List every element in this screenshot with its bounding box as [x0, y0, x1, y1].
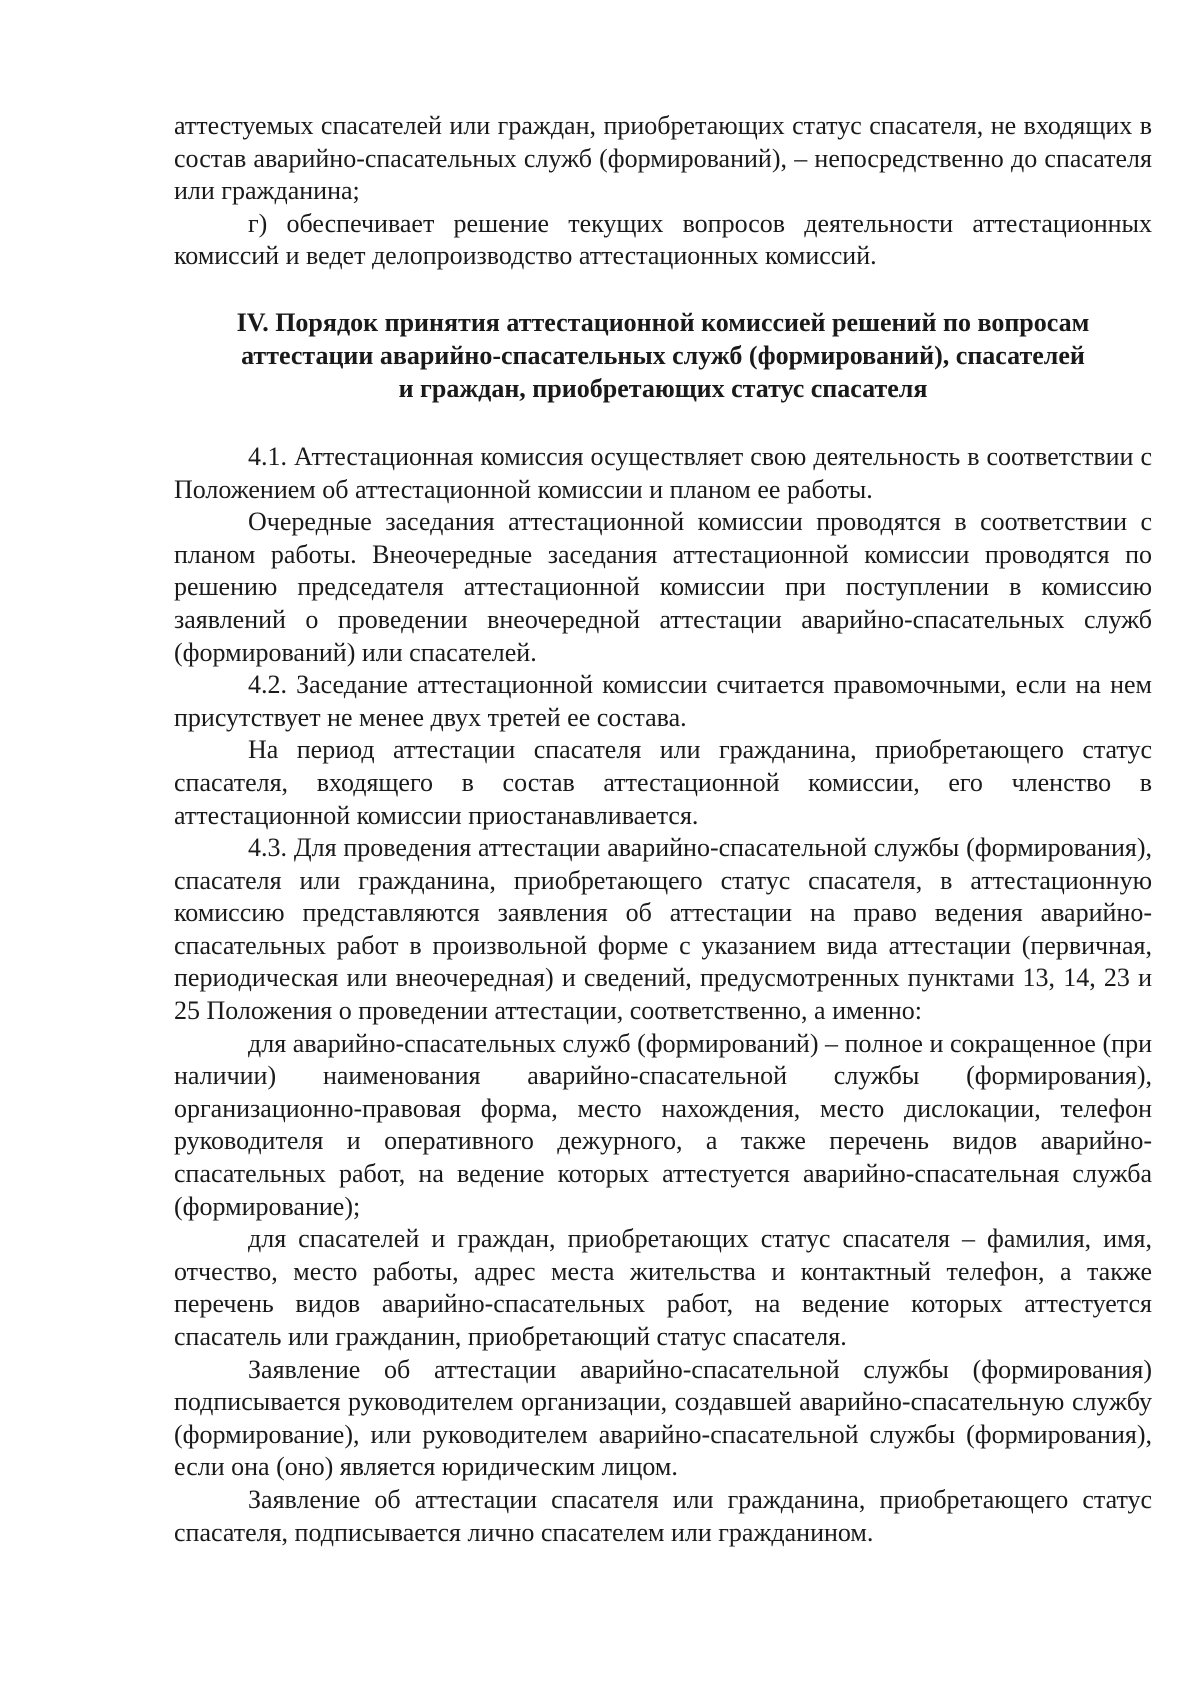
paragraph-4-1: 4.1. Аттестационная комиссия осуществляет свою деятельность в соответствии с Положением об аттестационной комиссии и планом ее работы. [174, 441, 1152, 504]
paragraph-rescuers-details: для спасателей и граждан, приобретающих статус спасателя – фамилия, имя, отчество, место работы, адрес места жительства и контактный телефон, а также перечень видов аварийно-спасательных работ, на ведение которых аттестуется спасатель или гражданин, приобретающий статус спасателя. [174, 1224, 1152, 1351]
paragraph-service-application-signature: Заявление об аттестации аварийно-спасательной службы (формирования) подписывается руководителем организации, создавшей аварийно-спасательную службу (формирование), или руководителем аварийно-спасательной службы (формирования), если она (оно) является юридическим лицом. [174, 1354, 1152, 1482]
paragraph-services-details: для аварийно-спасательных служб (формирований) – полное и сокращенное (при наличии) наименования аварийно-спасательной службы (формирования), организационно-правовая форма, место нахождения, место дислокации, телефон руководителя и оперативного дежурного, а также перечень видов аварийно-спасательных работ, на ведение которых аттестуется аварийно-спасательная служба (формирование); [174, 1028, 1152, 1221]
paragraph-4-2: 4.2. Заседание аттестационной комиссии считается правомочными, если на нем присутствует не менее двух третей ее состава. [174, 670, 1152, 732]
paragraph-membership-suspension: На период аттестации спасателя или гражданина, приобретающего статус спасателя, входящего в состав аттестационной комиссии, его членство в аттестационной комиссии приостанавливается. [174, 735, 1152, 830]
section-heading-line-1: IV. Порядок принятия аттестационной комиссией решений по вопросам [236, 307, 1090, 337]
section-heading-line-2: аттестации аварийно-спасательных служб (формирований), спасателей [241, 340, 1085, 370]
continued-paragraph: аттестуемых спасателей или граждан, приобретающих статус спасателя, не входящих в состав аварийно-спасательных служб (формирований), – непосредственно до спасателя или гражданина; [174, 111, 1152, 206]
clause-g-paragraph: г) обеспечивает решение текущих вопросов деятельности аттестационных комиссий и ведет делопроизводство аттестационных комиссий. [174, 208, 1152, 271]
section-heading [174, 306, 1152, 405]
paragraph-regular-meetings: Очередные заседания аттестационной комиссии проводятся в соответствии с планом работы. Внеочередные заседания аттестационной комиссии проводятся по решению председателя аттестационной комиссии при поступлении в комиссию заявлений о проведении внеочередной аттестации аварийно-спасательных служб (формирований) или спасателей. [174, 507, 1152, 667]
section-heading-line-3: и граждан, приобретающих статус спасателя [398, 373, 928, 403]
paragraph-4-3: 4.3. Для проведения аттестации аварийно-спасательной службы (формирования), спасателя или гражданина, приобретающего статус спасателя, в аттестационную комиссию представляются заявления об аттестации на право ведения аварийно-спасательных работ в произвольной форме с указанием вида аттестации (первичная, периодическая или внеочередная) и сведений, предусмотренных пунктами 13, 14, 23 и 25 Положения о проведении аттестации, соответственно, а именно: [174, 833, 1152, 1026]
paragraph-rescuer-application-signature: Заявление об аттестации спасателя или гражданина, приобретающего статус спасателя, подписывается лично спасателем или гражданином. [174, 1484, 1152, 1547]
document-page [174, 110, 1152, 1549]
